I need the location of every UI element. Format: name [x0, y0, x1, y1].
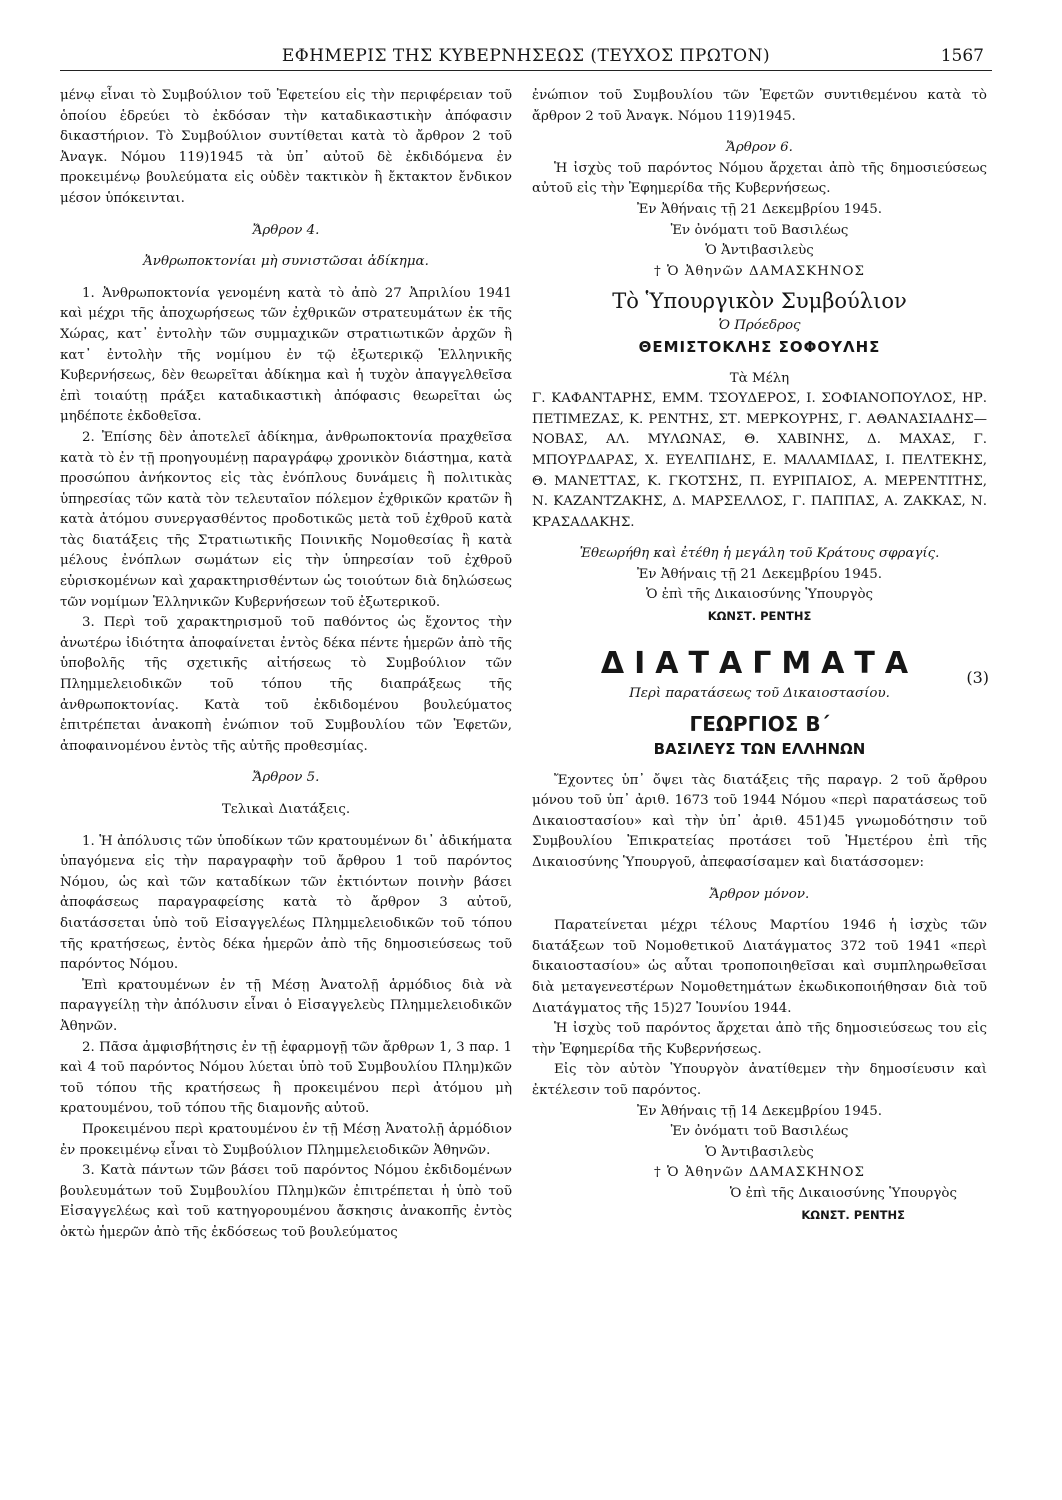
article-5-paragraph-2: 2. Πᾶσα ἀμφισβήτησις ἐν τῇ ἐφαρμογῇ τῶν ἄρθρων 1, 3 παρ. 1 καὶ 4 τοῦ παρόντος Νόμου λύεται ὑπὸ τοῦ Συμβουλίου Πλημ)κῶν τοῦ τόπου τῆς κρατήσεως ἢ προκειμένου περὶ ἀτόμου μὴ κρατουμένου, τοῦ τόπου τῆς διαμονῆς αὐτοῦ.	[60, 1039, 512, 1117]
continued-text: μένῳ εἶναι τὸ Συμβούλιον τοῦ Ἐφετείου εἰς τὴν περιφέρειαν τοῦ ὁποίου ἑδρεύει τὸ ἐκδόσαν τὴν καταδικαστικὴν ἀπόφασιν δικαστήριον. Τὸ Συμβούλιον συντίθεται κατὰ τὸ ἄρθρον 2 τοῦ Ἀναγκ. Νόμου 119)1945 τὰ ὑπ᾽ αὐτοῦ δὲ ἐκδιδόμενα ἐν προκειμένῳ βουλεύματα εἰς οὐδὲν τακτικὸν ἢ ἔκτακτον ἔνδικον μέσον ὑπόκεινται.	[60, 88, 512, 206]
single-article-heading: Ἄρθρον μόνον.	[709, 886, 810, 902]
article-5-subheading: Τελικαὶ Διατάξεις.	[221, 802, 351, 817]
article-4-subheading: Ἀνθρωποκτονίαι μὴ συνιστῶσαι ἀδίκημα.	[143, 254, 429, 270]
article-4-heading: Ἄρθρον 4.	[252, 222, 320, 238]
continued-text-right: ἐνώπιον τοῦ Συμβουλίου τῶν Ἐφετῶν συντιθεμένου κατὰ τὸ ἄρθρον 2 τοῦ Ἀναγκ. Νόμου 119)1945.	[532, 88, 987, 124]
king-title: ΒΑΣΙΛΕΥΣ ΤΩΝ ΕΛΛΗΝΩΝ	[653, 739, 866, 758]
law-date: Ἐν Ἀθήναις τῇ 21 Δεκεμβρίου 1945.	[636, 201, 883, 217]
page-number: 1567	[940, 46, 984, 66]
single-article-text: Παρατείνεται μέχρι τέλους Μαρτίου 1946 ἡ ἰσχὺς τῶν διατάξεων τοῦ Νομοθετικοῦ Διατάγματος 372 τοῦ 1941 «περὶ δικαιοστασίου» ὡς αὗται τροποποιηθεῖσαι καὶ συμπληρωθεῖσαι διὰ μεταγενεστέρων Νομοθετημάτων ἐκωδικοποιήθησαν διὰ τοῦ Διατάγματος τῆς 15)27 Ἰουνίου 1944.	[532, 918, 987, 1016]
regent-signature-2: † Ὁ Ἀθηνῶν ΔΑΜΑΣΚΗΝΟΣ	[654, 1165, 865, 1181]
president-name: ΘΕΜΙΣΤΟΚΛΗΣ ΣΟΦΟΥΛΗΣ	[638, 337, 881, 356]
article-5-paragraph-2b: Προκειμένου περὶ κρατουμένου ἐν τῇ Μέσῃ Ἀνατολῇ ἁρμόδιον ἐν προκειμένῳ εἶναι τὸ Συμβούλιον Πλημμελειοδικῶν Ἀθηνῶν.	[60, 1121, 512, 1158]
left-column	[60, 86, 512, 1243]
decree-number: (3)	[966, 667, 989, 687]
president-label: Ὁ Πρόεδρος	[718, 318, 801, 334]
article-5-heading: Ἄρθρον 5.	[252, 770, 320, 786]
king-name: ΓΕΩΡΓΙΟΣ Β΄	[689, 711, 830, 736]
seal-statement: Ἐθεωρήθη καὶ ἐτέθη ἡ μεγάλη τοῦ Κράτους σφραγίς.	[579, 546, 940, 562]
in-name-of-king: Ἐν ὀνόματι τοῦ Βασιλέως	[670, 222, 849, 238]
decree-mandate: Εἰς τὸν αὐτὸν Ὑπουργὸν ἀνατίθεμεν τὴν δημοσίευσιν καὶ ἐκτέλεσιν τοῦ παρόντος.	[532, 1062, 987, 1098]
article-5-paragraph-1b: Ἐπὶ κρατουμένων ἐν τῇ Μέσῃ Ἀνατολῇ ἁρμόδιος διὰ νὰ παραγγείλῃ τὴν ἀπόλυσιν εἶναι ὁ Εἰσαγγελεὺς Πλημμελειοδικῶν Ἀθηνῶν.	[60, 977, 512, 1034]
members-list: Γ. ΚΑΦΑΝΤΑΡΗΣ, ΕΜΜ. ΤΣΟΥΔΕΡΟΣ, Ι. ΣΟΦΙΑΝΟΠΟΥΛΟΣ, ΗΡ. ΠΕΤΙΜΕΖΑΣ, Κ. ΡΕΝΤΗΣ, ΣΤ. ΜΕΡΚΟΥΡΗΣ, Γ. ΑΘΑΝΑΣΙΑΔΗΣ—ΝΟΒΑΣ, ΑΛ. ΜΥΛΩΝΑΣ, Θ. ΧΑΒΙΝΗΣ, Δ. ΜΑΧΑΣ, Γ. ΜΠΟΥΡΔΑΡΑΣ, Χ. ΕΥΕΛΠΙΔΗΣ, Ε. ΜΑΛΑΜΙΔΑΣ, Ι. ΠΕΛΤΕΚΗΣ, Θ. ΜΑΝΕΤΤΑΣ, Κ. ΓΚΟΤΣΗΣ, Π. ΕΥΡΙΠΑΙΟΣ, Α. ΜΕΡΕΝΤΙΤΗΣ, Ν. ΚΑΖΑΝΤΖΑΚΗΣ, Δ. ΜΑΡΣΕΛΛΟΣ, Γ. ΠΑΠΠΑΣ, Α. ΖΑΚΚΑΣ, Ν. ΚΡΑΣΑΔΑΚΗΣ.	[532, 391, 987, 530]
article-4-paragraph-2: 2. Ἐπίσης δὲν ἀποτελεῖ ἀδίκημα, ἀνθρωποκτονία πραχθεῖσα κατὰ τὸ ἐν τῇ προηγουμένῃ παραγράφῳ χρονικὸν διάστημα, κατὰ προσώπου ἀνήκοντος εἰς τὰς ἐνόπλους δυνάμεις ἢ πολιτικὰς ὑπηρεσίας τῶν κατὰ τὸν τελευταῖον πόλεμον ἐχθρικῶν κρατῶν ἢ κατὰ ἀτόμου συνεργασθέντος προδοτικῶς μετὰ τοῦ ἐχθροῦ κατὰ τὰς διατάξεις τῆς Στρατιωτικῆς Ποινικῆς Νομοθεσίας ἢ κατὰ μέλους ἐνόπλων σωμάτων εἰς τὴν ὑπηρεσίαν τοῦ ἐχθροῦ εὑρισκομένων καὶ χαρακτηρισθέντων ὡς τοιούτων διὰ δηλώσεως τῶν νομίμων Ἑλληνικῶν Κυβερνήσεων τοῦ ἐξωτερικοῦ.	[60, 429, 512, 610]
justice-minister-signature: ΚΩΝΣΤ. ΡΕΝΤΗΣ	[707, 609, 812, 624]
article-4-paragraph-3: 3. Περὶ τοῦ χαρακτηρισμοῦ τοῦ παθόντος ὡς ἔχοντος τὴν ἀνωτέρω ἰδιότητα ἀποφαίνεται ἐντὸς δέκα πέντε ἡμερῶν ἀπὸ τῆς ὑποβολῆς τῆς σχετικῆς αἰτήσεως τὸ Συμβούλιον τῶν Πλημμελειοδικῶν τοῦ τόπου τῆς διαπράξεως τῆς ἀνθρωποκτονίας. Κατὰ τοῦ ἐκδιδομένου βουλεύματος ἐπιτρέπεται ἀνακοπὴ ἐνώπιον τοῦ Συμβουλίου τῶν Ἐφετῶν, ἀποφαινομένου ἐντὸς τῆς αὐτῆς προθεσμίας.	[60, 615, 512, 754]
regent-signature: † Ὁ Ἀθηνῶν ΔΑΜΑΣΚΗΝΟΣ	[654, 263, 865, 279]
seal-date: Ἐν Ἀθήναις τῇ 21 Δεκεμβρίου 1945.	[636, 566, 883, 582]
in-name-of-king-2: Ἐν ὀνόματι τοῦ Βασιλέως	[670, 1124, 849, 1140]
article-5-paragraph-3: 3. Κατὰ πάντων τῶν βάσει τοῦ παρόντος Νόμου ἐκδιδομένων βουλευμάτων τοῦ Συμβουλίου Πλημ)κῶν ἐπιτρέπεται ἡ ὑπὸ τοῦ Εἰσαγγελέως καὶ τοῦ κατηγορουμένου ἄσκησις ἀνακοπῆς ἐντὸς ὀκτὼ ἡμερῶν ἀπὸ τῆς ἐκδόσεως τοῦ βουλεύματος	[60, 1163, 512, 1240]
article-5-paragraph-1: 1. Ἡ ἀπόλυσις τῶν ὑποδίκων τῶν κρατουμένων δι᾽ ἀδικήματα ὑπαγόμενα εἰς τὴν παραγραφὴν τοῦ ἄρθρου 1 τοῦ παρόντος Νόμου, ὡς καὶ τῶν καταδίκων τῶν ἐκτιόντων ποινὴν βάσει ἀποφάσεως παραγραφείσης κατὰ τὸ ἄρθρον 3 αὐτοῦ, διατάσσεται ὑπὸ τοῦ Εἰσαγγελέως Πλημμελειοδικῶν τοῦ τόπου τῆς κρατήσεως, ἐντὸς δέκα ἡμερῶν ἀπὸ τῆς δημοσιεύσεως τοῦ παρόντος Νόμου.	[60, 833, 512, 973]
decrees-section-title: ΔΙΑΤΑΓΜΑΤΑ	[600, 645, 919, 681]
article-6-text: Ἡ ἰσχὺς τοῦ παρόντος Νόμου ἄρχεται ἀπὸ τῆς δημοσιεύσεως αὐτοῦ εἰς τὴν Ἐφημερίδα τῆς Κυβερνήσεως.	[532, 160, 987, 197]
regent-label: Ὁ Ἀντιβασιλεὺς	[705, 243, 814, 259]
page-header	[60, 46, 992, 72]
decree-date: Ἐν Ἀθήναις τῇ 14 Δεκεμβρίου 1945.	[636, 1103, 883, 1119]
decree-header	[532, 667, 989, 710]
members-label: Τὰ Μέλη	[729, 370, 790, 386]
justice-minister-signature-2: ΚΩΝΣΤ. ΡΕΝΤΗΣ	[801, 1207, 905, 1222]
decree-subject: Περὶ παρατάσεως τοῦ Δικαιοστασίου.	[629, 685, 890, 701]
right-column	[532, 86, 987, 1225]
decree-preamble: Ἔχοντες ὑπ᾽ ὄψει τὰς διατάξεις τῆς παραγρ. 2 τοῦ ἄρθρου μόνου τοῦ ὑπ᾽ ἀριθ. 1673 τοῦ 1944 Νόμου «περὶ παρατάσεως τοῦ Δικαιοστασίου» καὶ τὴν ὑπ᾽ ἀριθ. 451)45 γνωμοδότησιν τοῦ Συμβουλίου Ἐπικρατείας προτάσει τοῦ Ἡμετέρου ἐπὶ τῆς Δικαιοσύνης Ὑπουργοῦ, ἀπεφασίσαμεν καὶ διατάσσομεν:	[532, 772, 987, 871]
decree-effect: Ἡ ἰσχὺς τοῦ παρόντος ἄρχεται ἀπὸ τῆς δημοσιεύσεως του εἰς τὴν Ἐφημερίδα τῆς Κυβερνήσεως.	[532, 1021, 987, 1057]
article-6-heading: Ἄρθρον 6.	[726, 140, 793, 156]
justice-minister-label: Ὁ ἐπὶ τῆς Δικαιοσύνης Ὑπουργὸς	[645, 587, 874, 603]
cabinet-title: Τὸ Ὑπουργικὸν Συμβούλιον	[612, 289, 907, 314]
article-4-paragraph-1: 1. Ἀνθρωποκτονία γενομένη κατὰ τὸ ἀπὸ 27 Ἀπριλίου 1941 καὶ μέχρι τῆς ἀποχωρήσεως τῶν ἐχθρικῶν στρατευμάτων ἐκ τῆς Χώρας, κατ᾽ ἐντολὴν τῶν συμμαχικῶν στρατιωτικῶν ἀρχῶν ἢ κατ᾽ ἐντολὴν τῆς νομίμου ἐν τῷ ἐξωτερικῷ Ἑλληνικῆς Κυβερνήσεως, δὲν θεωρεῖται ἀδίκημα καὶ ἡ τυχὸν ἀπαγγελθεῖσα ἐπὶ τοιαύτῃ πράξει καταδικαστικὴ ἀπόφασις θεωρεῖται ὡς μηδέποτε ἐκδοθεῖσα.	[60, 285, 512, 425]
header-rule	[60, 70, 992, 71]
justice-minister-label-2: Ὁ ἐπὶ τῆς Δικαιοσύνης Ὑπουργὸς	[729, 1185, 957, 1201]
gazette-title: ΕΦΗΜΕΡΙΣ ΤΗΣ ΚΥΒΕΡΝΗΣΕΩΣ (ΤΕΥΧΟΣ ΠΡΩΤΟΝ)	[281, 46, 771, 66]
regent-label-2: Ὁ Ἀντιβασιλεὺς	[705, 1144, 814, 1160]
